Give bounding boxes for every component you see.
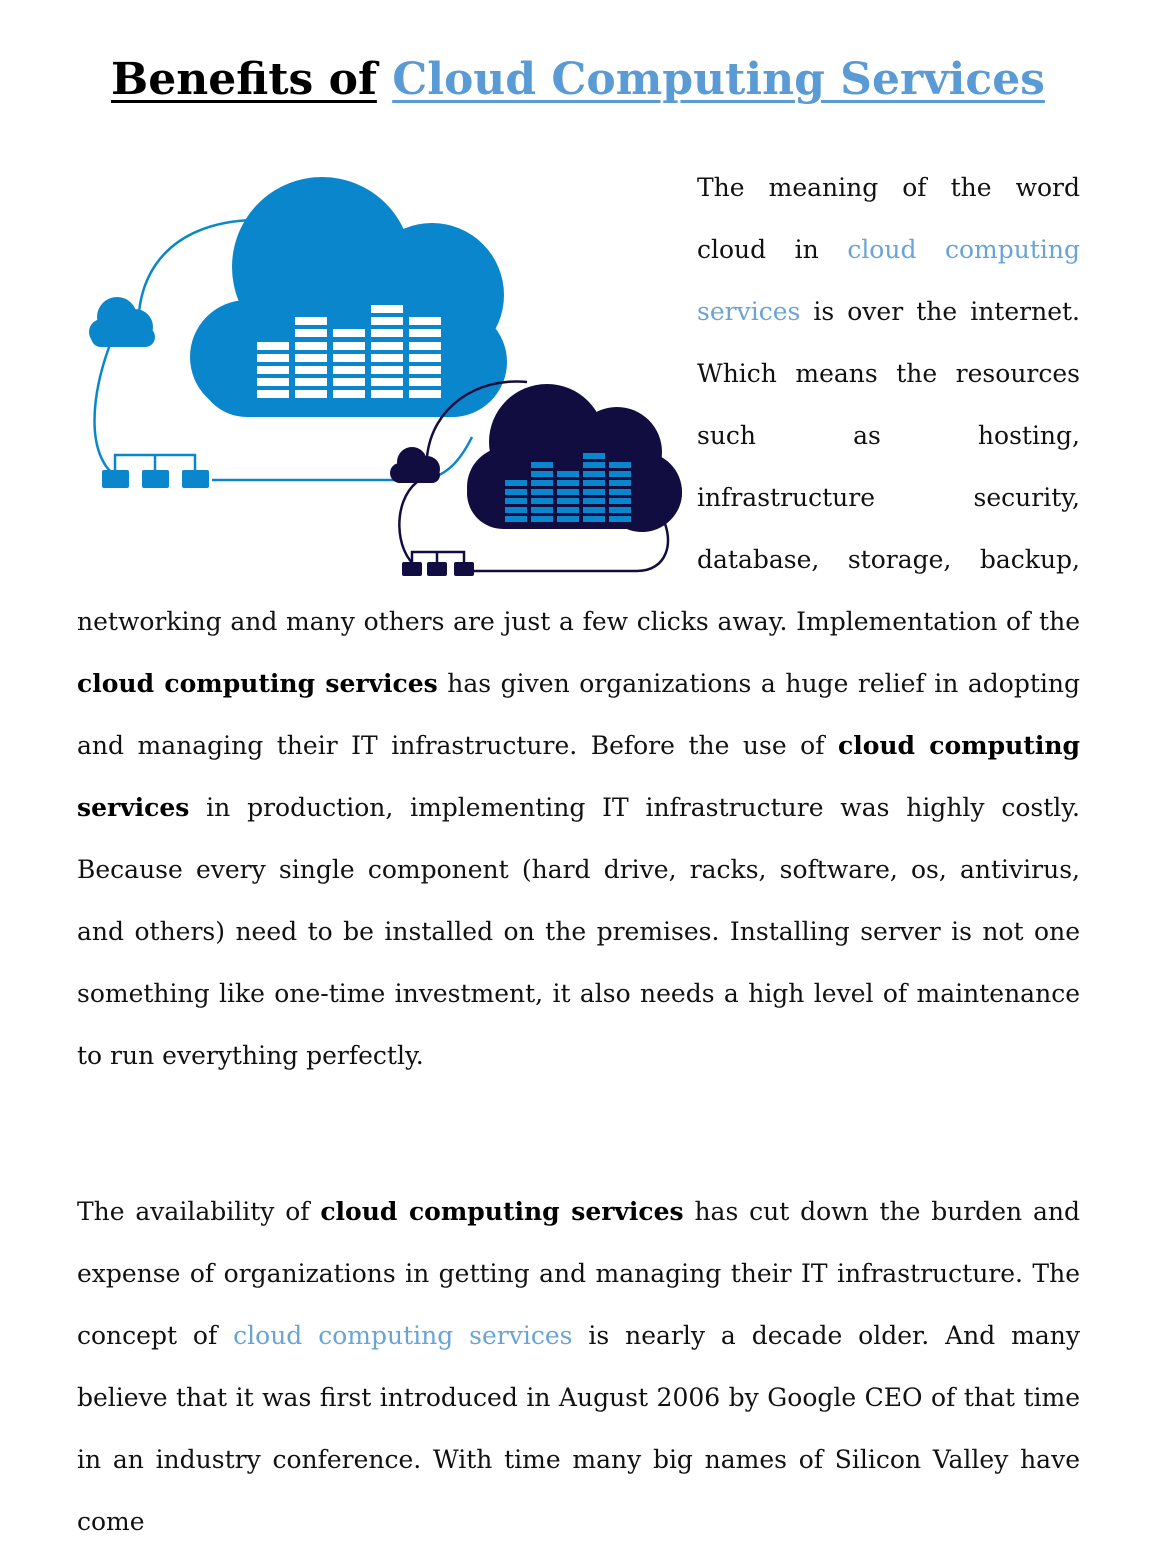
bold-term: cloud computing services bbox=[77, 669, 438, 698]
text-span: has cut down the burden and expense of organizations in getting and managing their IT infrastructure. The concept of bbox=[77, 1197, 1080, 1350]
text-span: has given organizations a huge relief in adopting and managing their IT infrastructure. Before the use of bbox=[77, 669, 1080, 760]
cloud-computing-illustration-icon bbox=[77, 157, 689, 591]
title-link[interactable]: Cloud Computing Services bbox=[392, 54, 1045, 105]
cloud-computing-services-link[interactable]: cloud computing services bbox=[697, 235, 1080, 326]
text-span: in production, implementing IT infrastructure was highly costly. Because every single component (hard drive, racks, software, os, antivirus, and others) need to be installed on the premises. Installing server is not one something like one-time investment, it also needs a high level of maintenance to run everything perfectly. bbox=[77, 793, 1080, 1070]
text-span: is nearly a decade older. And many believe that it was first introduced in August 2006 by Google CEO of that time in an industry conference. With time many big names of Silicon Valley have come bbox=[77, 1321, 1080, 1536]
text-span: The meaning of the word cloud in bbox=[697, 173, 1080, 264]
paragraph-2 bbox=[77, 1181, 1080, 1553]
text-span: The availability of bbox=[77, 1197, 321, 1226]
cloud-computing-services-link[interactable]: cloud computing services bbox=[233, 1321, 573, 1350]
bold-term: cloud computing services bbox=[320, 1197, 684, 1226]
bold-term: cloud computing services bbox=[77, 731, 1080, 822]
paragraph-1 bbox=[77, 157, 1080, 1087]
title-prefix: Benefits of bbox=[111, 54, 377, 105]
text-span: is over the internet. Which means the resources such as hosting, infrastructure security, database, storage, backup, networking and many others are just a few clicks away. Implementation of the bbox=[77, 297, 1080, 636]
page-title bbox=[0, 50, 1156, 110]
